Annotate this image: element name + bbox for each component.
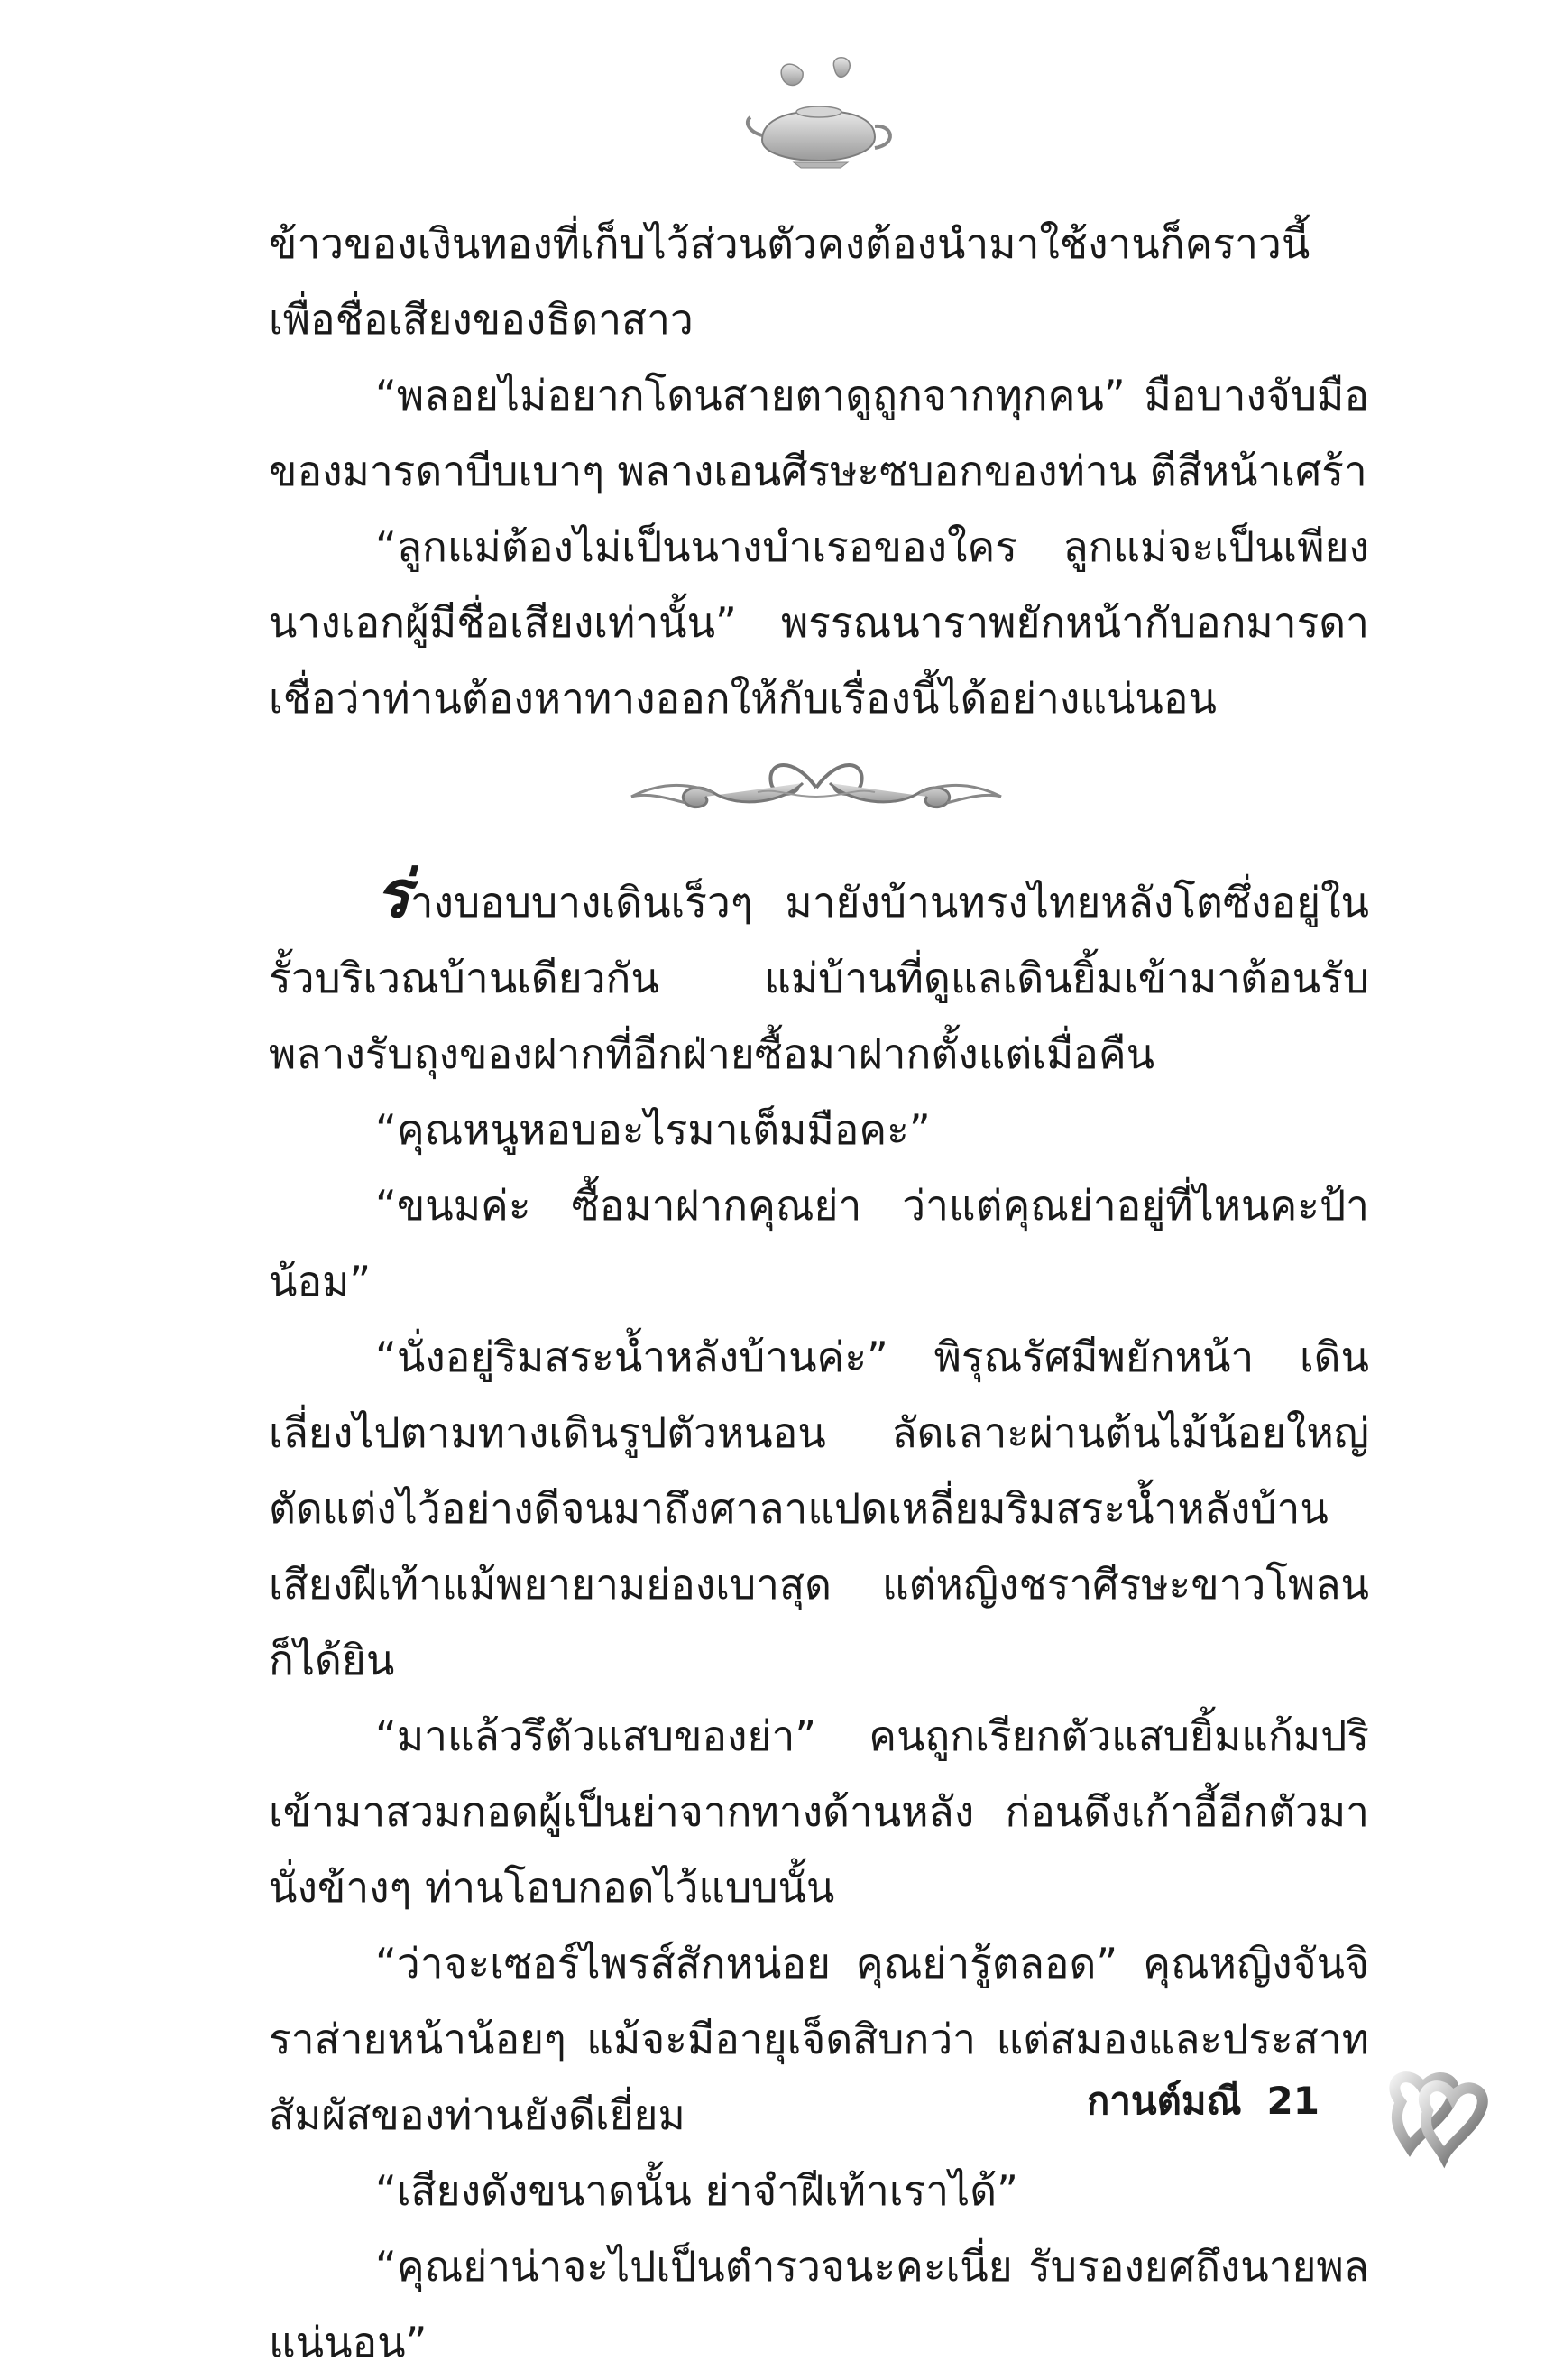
page-number: 21 bbox=[1266, 2079, 1320, 2123]
teapot-cupid-ornament-icon bbox=[740, 54, 902, 171]
paragraph-2: “พลอยไม่อยากโดนสายตาดูถูกจากทุกคน” มือบางจับมือของมารดาบีบเบาๆ พลางเอนศีรษะซบอกของท่าน ตีสีหน้าเศร้า bbox=[269, 371, 1369, 495]
interlocked-hearts-icon bbox=[1365, 2048, 1491, 2174]
scroll-divider-icon bbox=[622, 747, 1010, 828]
paragraph-9: “ว่าจะเซอร์ไพรส์สักหน่อย คุณย่ารู้ตลอด” คุณหญิงจันจิราส่ายหน้าน้อยๆ แม้จะมีอายุเจ็ดสิบกว่า แต่สมองและประสาทสัมผัสของท่านยังดีเยี่ยม bbox=[269, 1939, 1369, 2139]
paragraph-10: “เสียงดังขนาดนั้น ย่าจำฝีเท้าเราได้” bbox=[375, 2166, 1018, 2215]
paragraph-4 bbox=[269, 856, 1369, 1092]
paragraph-4-text: างบอบบางเดินเร็วๆ มายังบ้านทรงไทยหลังโตซึ่งอยู่ในรั้วบริเวณบ้านเดียวกัน แม่บ้านที่ดูแลเดินยิ้มเข้ามาต้อนรับ พลางรับถุงของฝากที่อีกฝ่ายซื้อมาฝากตั้งแต่เมื่อคืน bbox=[269, 878, 1369, 1078]
paragraph-3: “ลูกแม่ต้องไม่เป็นนางบำเรอของใคร ลูกแม่จะเป็นเพียงนางเอกผู้มีชื่อเสียงเท่านั้น” พรรณนาราพยักหน้ากับอกมารดา เชื่อว่าท่านต้องหาทางออกให้กับเรื่องนี้ได้อย่างแน่นอน bbox=[269, 522, 1369, 723]
paragraph-11: “คุณย่าน่าจะไปเป็นตำรวจนะคะเนี่ย รับรองยศถึงนายพลแน่นอน” bbox=[269, 2242, 1369, 2366]
paragraph-7: “นั่งอยู่ริมสระน้ำหลังบ้านค่ะ” พิรุณรัศมีพยักหน้า เดินเลี่ยงไปตามทางเดินรูปตัวหนอน ลัดเลาะผ่านต้นไม้น้อยใหญ่ตัดแต่งไว้อย่างดีจนมาถึงศาลาแปดเหลี่ยมริมสระน้ำหลังบ้าน เสียงฝีเท้าแม้พยายามย่องเบาสุด แต่หญิงชราศีรษะขาวโพลนก็ได้ยิน bbox=[269, 1333, 1369, 1684]
paragraph-6: “ขนมค่ะ ซื้อมาฝากคุณย่า ว่าแต่คุณย่าอยู่ที่ไหนคะป้าน้อม” bbox=[269, 1181, 1369, 1305]
top-text-block bbox=[269, 206, 1369, 736]
book-title: กานต์มณี bbox=[1086, 2079, 1242, 2123]
drop-cap: ร่ bbox=[375, 856, 410, 932]
paragraph-1: ข้าวของเงินทองที่เก็บไว้ส่วนตัวคงต้องนำมาใช้งานก็คราวนี้ เพื่อชื่อเสียงของธิดาสาว bbox=[269, 219, 1310, 344]
paragraph-5: “คุณหนูหอบอะไรมาเต็มมือคะ” bbox=[375, 1105, 931, 1154]
page-footer bbox=[1087, 2071, 1320, 2131]
paragraph-8: “มาแล้วรึตัวแสบของย่า” คนถูกเรียกตัวแสบยิ้มแก้มปริ เข้ามาสวมกอดผู้เป็นย่าจากทางด้านหลัง ก่อนดึงเก้าอี้อีกตัวมานั่งข้างๆ ท่านโอบกอดไว้แบบนั้น bbox=[269, 1711, 1369, 1912]
bottom-text-block bbox=[269, 856, 1369, 2380]
